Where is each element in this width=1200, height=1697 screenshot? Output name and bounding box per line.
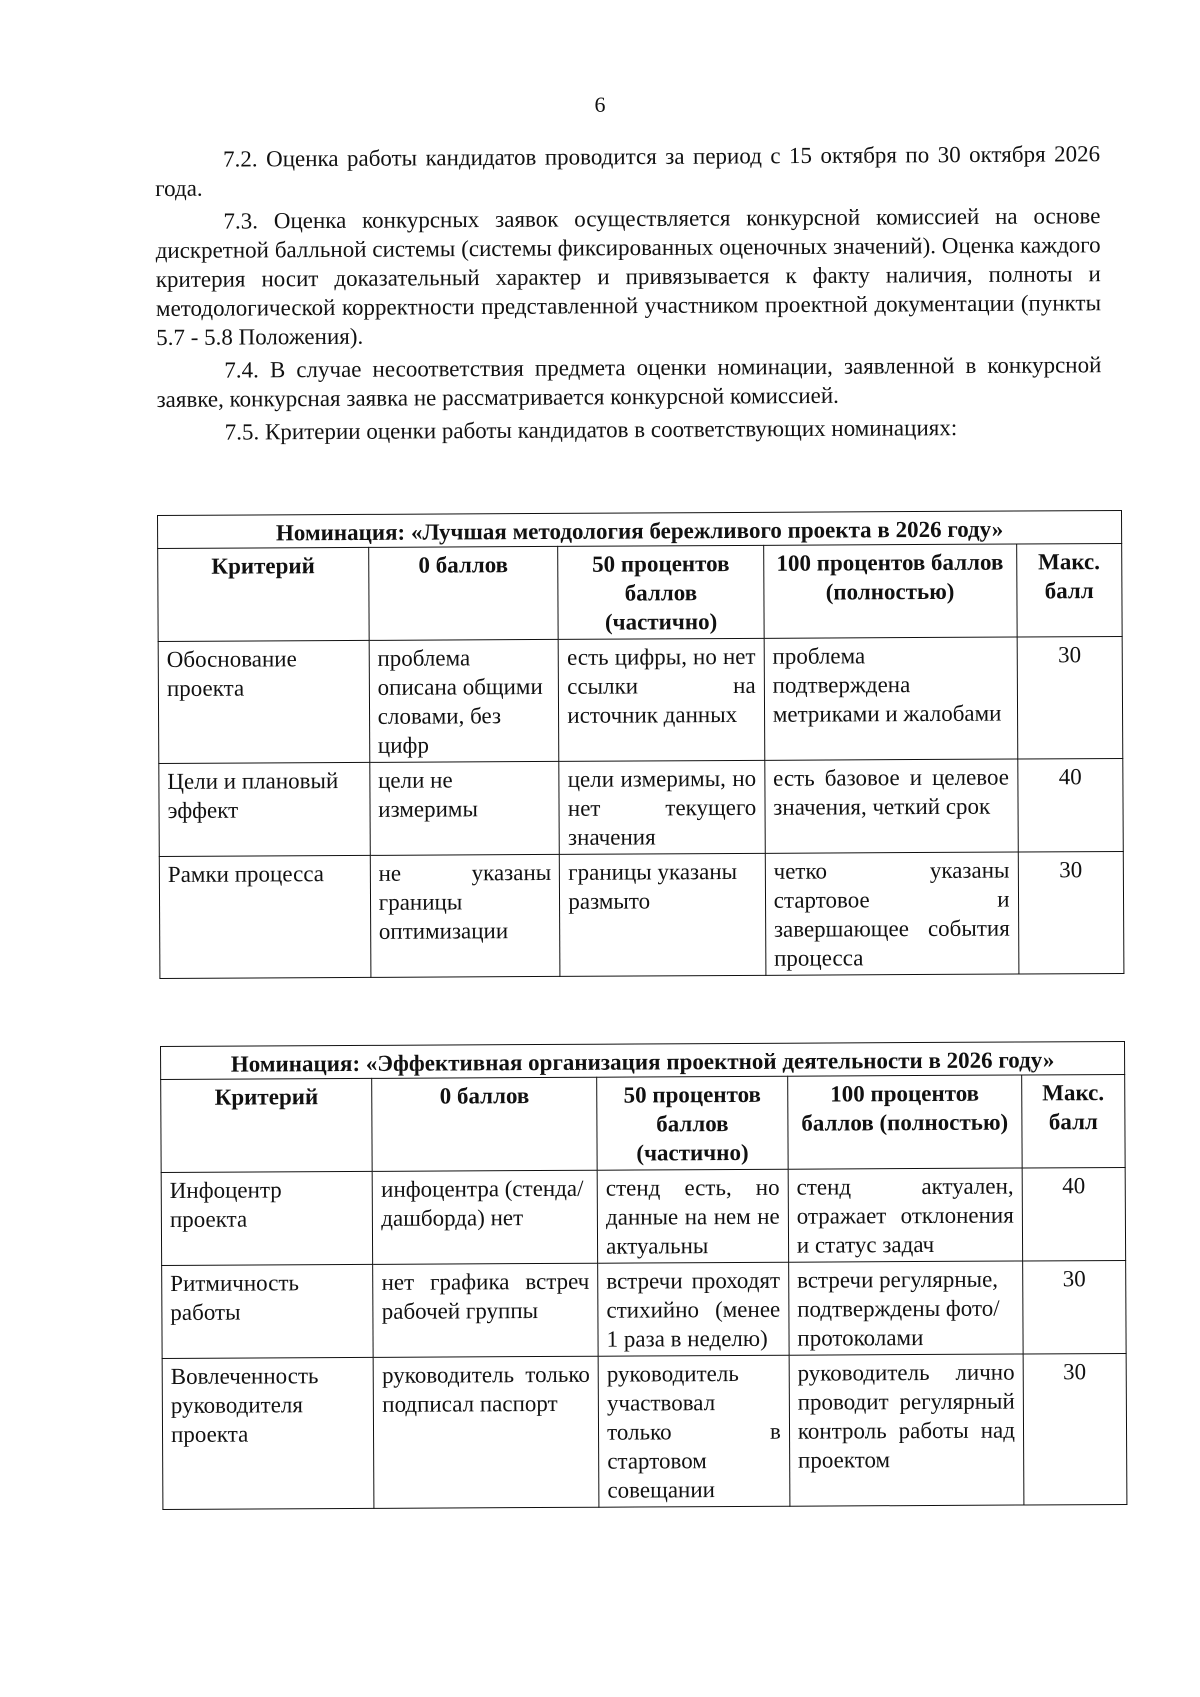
header-max-points: Макс. балл	[1022, 1074, 1126, 1168]
paragraph-7-2: 7.2. Оценка работы кандидатов проводится за период с 15 октября по 30 октября 2026 года.	[155, 141, 1101, 201]
criteria-table-project-organization	[160, 1041, 1127, 1510]
table-row	[162, 1260, 1126, 1358]
table-row	[162, 1353, 1127, 1509]
header-max-points: Макс. балл	[1016, 543, 1122, 637]
partial-cell: цели измеримы, но нет текущего значения	[559, 760, 765, 854]
partial-cell: границы указаны размыто	[560, 853, 766, 976]
max-points-cell: 30	[1023, 1353, 1127, 1505]
zero-points-cell: проблема описана общими словами, без цифр	[369, 639, 559, 762]
zero-points-cell: не указаны границы оптимизации	[370, 854, 560, 977]
page-number: 6	[594, 92, 606, 117]
partial-cell: есть цифры, но нет ссылки на источник данных	[558, 638, 764, 761]
criteria-table-lean-methodology	[157, 510, 1124, 979]
criterion-cell: Инфоцентр проекта	[161, 1171, 373, 1265]
criterion-cell: Цели и плановый эффект	[159, 762, 370, 856]
header-0-points: 0 баллов	[368, 546, 558, 640]
partial-cell: встречи проходят стихийно (менее 1 раза в неделю)	[598, 1262, 789, 1356]
zero-points-cell: цели не измеримы	[369, 761, 559, 855]
paragraph-7-4: 7.4. В случае несоответствия предмета оценки номинации, заявленной в конкурсной заявке, конкурсная заявка не рассматривается конкурсной комиссией.	[156, 352, 1102, 412]
full-cell: стенд актуален, отражает отклонения и статус задач	[788, 1168, 1023, 1262]
full-cell: есть базовое и целевое значения, четкий срок	[765, 759, 1018, 853]
zero-points-cell: нет графика встреч рабочей группы	[373, 1263, 598, 1357]
header-100-percent: 100 процентов баллов (полностью)	[787, 1075, 1022, 1169]
max-points-cell: 40	[1022, 1167, 1126, 1261]
zero-points-cell: инфоцентра (стенда/дашборда) нет	[373, 1170, 598, 1264]
full-cell: встречи регулярные, подтверждены фото/протоколами	[788, 1261, 1023, 1355]
header-50-percent: 50 процентов баллов (частично)	[558, 545, 764, 639]
header-50-percent: 50 процентов баллов (частично)	[597, 1076, 788, 1170]
nomination-title: Номинация: «Лучшая методология бережливого проекта в 2026 году»	[158, 510, 1122, 548]
max-points-cell: 40	[1017, 758, 1123, 852]
table-row	[158, 636, 1123, 763]
max-points-cell: 30	[1022, 1260, 1126, 1354]
max-points-cell: 30	[1018, 851, 1124, 974]
partial-cell: руководитель участвовал только в стартовом совещании	[598, 1355, 790, 1507]
full-cell: четко указаны стартовое и завершающее события процесса	[765, 852, 1018, 975]
header-criterion: Критерий	[158, 547, 369, 641]
max-points-cell: 30	[1017, 636, 1123, 759]
criterion-cell: Рамки процесса	[159, 855, 370, 978]
table-row	[159, 758, 1123, 856]
zero-points-cell: руководитель только подписал паспорт	[373, 1356, 599, 1508]
header-0-points: 0 баллов	[372, 1077, 597, 1171]
criterion-cell: Обоснование проекта	[158, 640, 369, 763]
table-header-row	[161, 1074, 1125, 1172]
criterion-cell: Ритмичность работы	[162, 1264, 374, 1358]
table-row	[159, 851, 1124, 978]
full-cell: проблема подтверждена метриками и жалобами	[764, 637, 1017, 760]
table-header-row	[158, 543, 1122, 641]
nomination-title: Номинация: «Эффективная организация проектной деятельности в 2026 году»	[161, 1041, 1125, 1079]
header-criterion: Критерий	[161, 1078, 373, 1172]
table-row	[161, 1167, 1125, 1265]
criterion-cell: Вовлеченность руководителя проекта	[162, 1357, 374, 1509]
partial-cell: стенд есть, но данные на нем не актуальны	[597, 1169, 788, 1263]
paragraph-7-3: 7.3. Оценка конкурсных заявок осуществляется конкурсной комиссией на основе дискретной балльной системы (системы фиксированных оценочных значений). Оценка каждого критерия носит доказательный характер и привязывается к факту наличия, полноты и методологической корректности представленной участником проектной документации (пункты 5.7 - 5.8 Положения).	[155, 203, 1102, 350]
header-100-percent: 100 процентов баллов (полностью)	[763, 544, 1016, 638]
paragraph-7-5: 7.5. Критерии оценки работы кандидатов в соответствующих номинациях:	[224, 415, 958, 445]
full-cell: руководитель лично проводит регулярный контроль работы над проектом	[789, 1354, 1024, 1506]
body-text	[155, 139, 1102, 451]
